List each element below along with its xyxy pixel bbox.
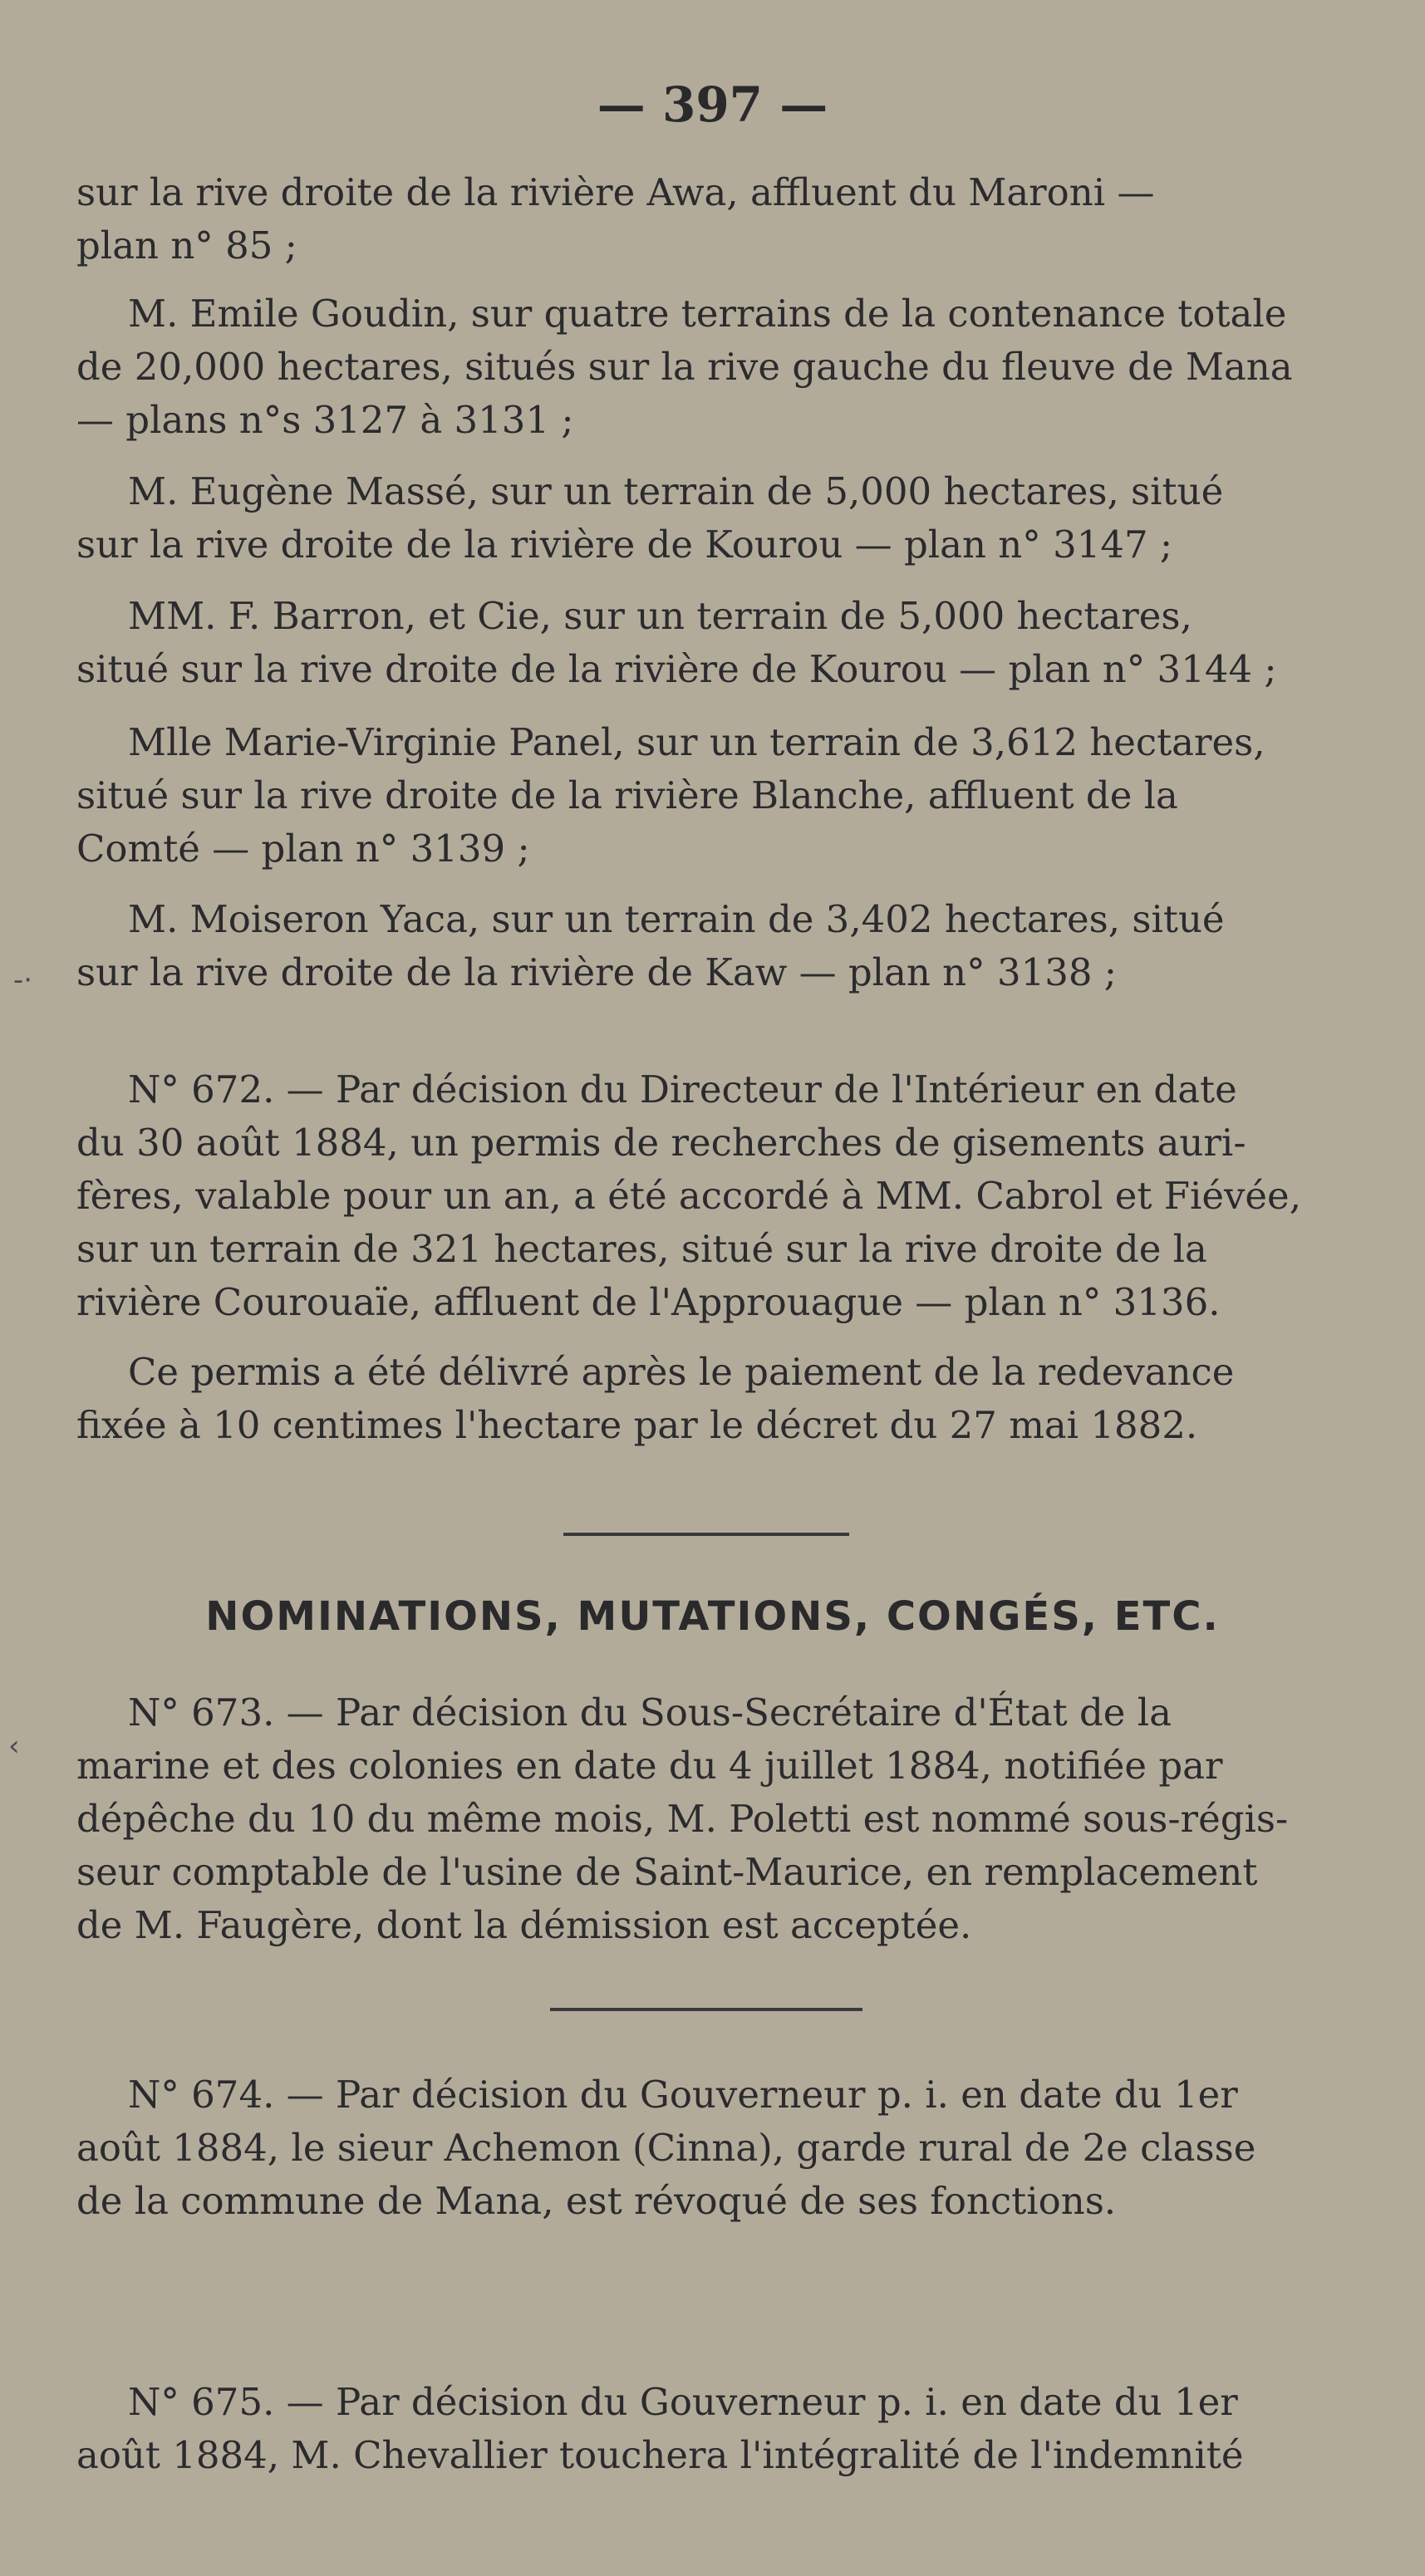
text-line: MM. F. Barron, et Cie, sur un terrain de 5,000 hectares,: [128, 594, 1192, 638]
separator-rule: [550, 2008, 862, 2011]
text-line: sur la rive droite de la rivière de Kourou — plan n° 3147 ;: [76, 523, 1173, 567]
text-line: de la commune de Mana, est révoqué de ses fonctions.: [76, 2179, 1117, 2223]
text-line: août 1884, M. Chevallier touchera l'intégralité de l'indemnité: [76, 2433, 1244, 2477]
text-line: N° 674. — Par décision du Gouverneur p. i. en date du 1er: [128, 2073, 1238, 2117]
text-line: N° 675. — Par décision du Gouverneur p. i. en date du 1er: [128, 2380, 1238, 2424]
paragraph-673: [76, 1686, 1356, 1952]
text-line: N° 673. — Par décision du Sous-Secrétaire d'État de la: [128, 1690, 1172, 1735]
text-line: situé sur la rive droite de la rivière Blanche, affluent de la: [76, 773, 1178, 817]
text-line: de 20,000 hectares, situés sur la rive gauche du fleuve de Mana: [76, 345, 1293, 389]
text-line: fères, valable pour un an, a été accordé à MM. Cabrol et Fiévée,: [76, 1174, 1301, 1218]
text-line: sur un terrain de 321 hectares, situé sur la rive droite de la: [76, 1227, 1207, 1271]
text-line: août 1884, le sieur Achemon (Cinna), garde rural de 2e classe: [76, 2126, 1256, 2170]
text-line: Comté — plan n° 3139 ;: [76, 827, 530, 871]
text-line: M. Emile Goudin, sur quatre terrains de la contenance totale: [128, 292, 1287, 336]
text-line: seur comptable de l'usine de Saint-Maurice, en remplacement: [76, 1850, 1258, 1894]
text-line: plan n° 85 ;: [76, 223, 297, 267]
paragraph-672: [76, 1063, 1356, 1329]
text-line: du 30 août 1884, un permis de recherches de gisements auri-: [76, 1121, 1246, 1165]
paragraph-redevance: [76, 1346, 1356, 1452]
text-line: marine et des colonies en date du 4 juillet 1884, notifiée par: [76, 1744, 1223, 1788]
paragraph-moiseron: [76, 893, 1356, 999]
text-line: situé sur la rive droite de la rivière de Kourou — plan n° 3144 ;: [76, 647, 1277, 691]
paragraph-675: [76, 2376, 1356, 2482]
text-line: sur la rive droite de la rivière Awa, affluent du Maroni —: [76, 170, 1155, 214]
text-line: M. Moiseron Yaca, sur un terrain de 3,402 hectares, situé: [128, 897, 1225, 941]
separator-rule: [563, 1533, 849, 1536]
page-number: — 397 —: [597, 76, 828, 133]
section-heading: NOMINATIONS, MUTATIONS, CONGÉS, ETC.: [205, 1593, 1220, 1640]
text-line: N° 672. — Par décision du Directeur de l'Intérieur en date: [128, 1067, 1237, 1111]
text-line: fixée à 10 centimes l'hectare par le décret du 27 mai 1882.: [76, 1403, 1198, 1447]
text-line: dépêche du 10 du même mois, M. Poletti est nommé sous-régis-: [76, 1797, 1289, 1841]
text-line: sur la rive droite de la rivière de Kaw — plan n° 3138 ;: [76, 950, 1117, 994]
paragraph-panel: [76, 716, 1356, 876]
margin-mark: -·: [13, 964, 33, 997]
paragraph-674: [76, 2068, 1356, 2228]
paragraph-barron: [76, 590, 1356, 696]
text-line: de M. Faugère, dont la démission est acceptée.: [76, 1903, 972, 1947]
paragraph-masse: [76, 465, 1356, 572]
text-line: Ce permis a été délivré après le paiement de la redevance: [128, 1350, 1235, 1394]
text-line: M. Eugène Massé, sur un terrain de 5,000 hectares, situé: [128, 469, 1224, 513]
margin-mark: ‹: [8, 1730, 20, 1763]
text-line: Mlle Marie-Virginie Panel, sur un terrain de 3,612 hectares,: [128, 720, 1265, 764]
paragraph-goudin: [76, 287, 1356, 447]
text-line: rivière Courouaïe, affluent de l'Approuague — plan n° 3136.: [76, 1280, 1221, 1324]
continuation-paragraph: [76, 166, 1356, 272]
text-line: — plans n°s 3127 à 3131 ;: [76, 398, 574, 442]
